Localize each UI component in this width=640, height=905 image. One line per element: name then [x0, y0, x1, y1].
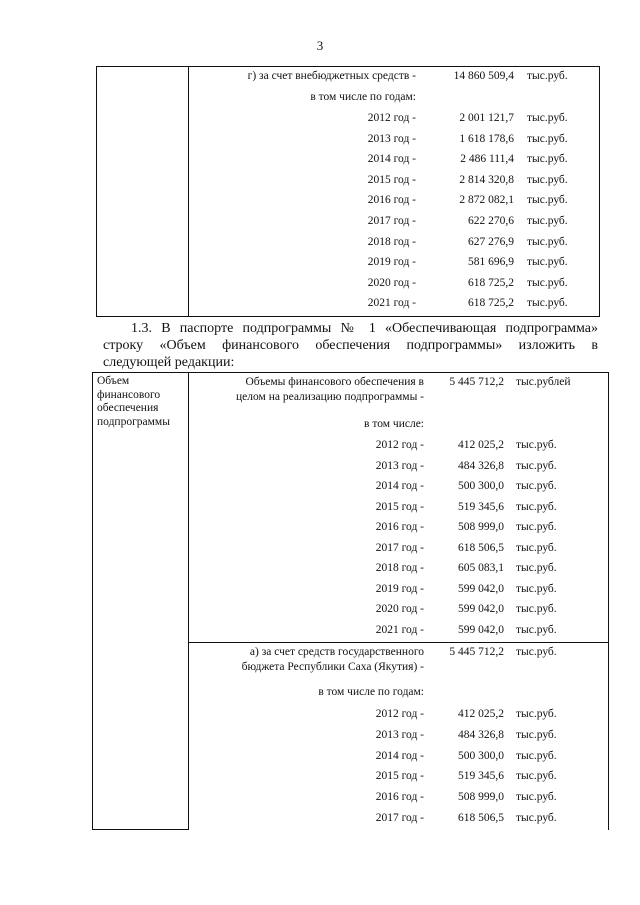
table1-subheader: в том числе по годам:: [310, 91, 416, 103]
year-unit: тыс.руб.: [516, 603, 557, 615]
year-value: 508 999,0: [458, 791, 504, 804]
total-label-line-2: целом на реализацию подпрограммы -: [236, 391, 424, 403]
row-a-label-line-1: а) за счет средств государственного: [249, 646, 424, 658]
year-value: 2 001 121,7: [459, 112, 514, 124]
year-unit: тыс.руб.: [516, 582, 557, 595]
year-label: 2017 год -: [375, 812, 424, 824]
table2-top-border: [92, 372, 609, 373]
year-label: 2017 год -: [375, 541, 424, 554]
row-g-value: 14 860 509,4: [453, 70, 514, 82]
year-value: 605 083,1: [458, 562, 504, 574]
left-header-line: обеспечения: [97, 402, 159, 414]
total-unit: тыс.рублей: [516, 376, 571, 388]
year-value: 2 872 082,1: [459, 194, 514, 207]
year-label: 2018 год -: [367, 235, 416, 248]
year-value: 581 696,9: [468, 256, 514, 269]
year-label: 2021 год -: [375, 623, 424, 636]
row-g-unit: тыс.руб.: [527, 70, 568, 82]
left-header-line: подпрограммы: [97, 415, 170, 428]
year-unit: тыс.руб.: [516, 770, 557, 783]
year-unit: тыс.руб.: [516, 521, 557, 533]
table1-bottom-border: [96, 316, 600, 317]
year-unit: тыс.руб.: [516, 459, 557, 472]
year-value: 622 270,6: [468, 215, 514, 227]
year-label: 2016 год -: [367, 194, 416, 207]
year-unit: тыс.руб.: [516, 812, 557, 824]
year-label: 2016 год -: [375, 521, 424, 533]
year-unit: тыс.руб.: [527, 112, 568, 124]
row-a-subheader: в том числе по годам:: [318, 686, 424, 698]
row-a-value: 5 445 712,2: [449, 646, 504, 658]
year-value: 599 042,0: [458, 623, 504, 636]
year-label: 2013 год -: [375, 459, 424, 472]
year-value: 519 345,6: [458, 770, 504, 783]
year-label: 2019 год -: [375, 582, 424, 595]
table1-right-border: [599, 66, 600, 317]
year-unit: тыс.руб.: [527, 132, 568, 145]
table2-left-border: [92, 372, 93, 830]
table1-left-border: [96, 66, 97, 317]
year-label: 2012 год -: [375, 439, 424, 451]
year-unit: тыс.руб.: [527, 256, 568, 269]
year-unit: тыс.руб.: [516, 728, 557, 741]
year-unit: тыс.руб.: [516, 562, 557, 574]
year-unit: тыс.руб.: [527, 153, 568, 166]
year-value: 627 276,9: [468, 235, 514, 248]
table1-divider: [188, 66, 189, 317]
year-unit: тыс.руб.: [516, 749, 557, 762]
paragraph-line-1: 1.3. В паспорте подпрограммы № 1 «Обеспечивающая подпрограмма»: [131, 321, 598, 336]
page-number: 3: [316, 38, 324, 53]
year-value: 500 300,0: [458, 480, 504, 492]
left-header-line: Объем: [97, 375, 130, 387]
table2-subheader: в том числе:: [364, 418, 424, 430]
year-value: 599 042,0: [458, 603, 504, 615]
year-value: 412 025,2: [458, 439, 504, 451]
year-unit: тыс.руб.: [516, 791, 557, 804]
year-value: 519 345,6: [458, 500, 504, 513]
year-value: 2 486 111,4: [460, 153, 514, 166]
year-label: 2013 год -: [375, 728, 424, 741]
total-label-line-1: Объемы финансового обеспечения в: [245, 376, 424, 388]
table1-top-border: [96, 66, 600, 67]
year-label: 2019 год -: [367, 256, 416, 269]
year-unit: тыс.руб.: [527, 173, 568, 186]
left-header-line: финансового: [97, 388, 161, 401]
paragraph-line-2: строку «Объем финансового обеспечения подпрограммы» изложить в: [103, 338, 598, 353]
year-unit: тыс.руб.: [516, 439, 557, 451]
year-value: 2 814 320,8: [459, 173, 514, 186]
year-value: 484 326,8: [458, 459, 504, 472]
year-value: 500 300,0: [458, 749, 504, 762]
year-unit: тыс.руб.: [527, 194, 568, 207]
year-unit: тыс.руб.: [527, 297, 568, 310]
year-unit: тыс.руб.: [516, 623, 557, 636]
year-value: 599 042,0: [458, 582, 504, 595]
year-label: 2015 год -: [375, 770, 424, 783]
year-value: 1 618 178,6: [459, 132, 514, 145]
year-label: 2020 год -: [375, 603, 424, 615]
table2-divider: [188, 372, 189, 830]
row-a-label-line-2: бюджета Республики Саха (Якутия) -: [241, 661, 424, 673]
year-label: 2012 год -: [375, 708, 424, 720]
year-unit: тыс.руб.: [516, 708, 557, 720]
year-value: 508 999,0: [458, 521, 504, 533]
amendment-paragraph: [103, 320, 598, 371]
year-unit: тыс.руб.: [527, 235, 568, 248]
year-label: 2013 год -: [367, 132, 416, 145]
year-value: 618 725,2: [468, 297, 514, 310]
table2-right-border: [608, 372, 609, 830]
year-label: 2017 год -: [367, 215, 416, 227]
year-label: 2014 год -: [367, 153, 416, 166]
year-label: 2018 год -: [375, 562, 424, 574]
year-label: 2020 год -: [367, 276, 416, 289]
total-value: 5 445 712,2: [449, 376, 504, 388]
year-unit: тыс.руб.: [516, 480, 557, 492]
year-value: 618 506,5: [458, 812, 504, 824]
year-label: 2021 год -: [367, 297, 416, 310]
year-label: 2015 год -: [367, 173, 416, 186]
year-value: 412 025,2: [458, 708, 504, 720]
year-value: 618 725,2: [468, 276, 514, 289]
year-unit: тыс.руб.: [516, 541, 557, 554]
year-label: 2012 год -: [367, 112, 416, 124]
year-label: 2015 год -: [375, 500, 424, 513]
year-unit: тыс.руб.: [527, 215, 568, 227]
row-a-unit: тыс.руб.: [516, 646, 557, 658]
paragraph-line-3: следующей редакции:: [103, 355, 235, 370]
year-label: 2014 год -: [375, 480, 424, 492]
table2-left-bottom-border: [92, 829, 189, 830]
year-label: 2016 год -: [375, 791, 424, 804]
year-unit: тыс.руб.: [516, 500, 557, 513]
year-unit: тыс.руб.: [527, 276, 568, 289]
year-value: 618 506,5: [458, 541, 504, 554]
row-g-label: г) за счет внебюджетных средств -: [247, 70, 416, 82]
table2-section-border: [188, 642, 609, 643]
table2-left-header: [97, 375, 185, 429]
year-label: 2014 год -: [375, 749, 424, 762]
year-value: 484 326,8: [458, 728, 504, 741]
